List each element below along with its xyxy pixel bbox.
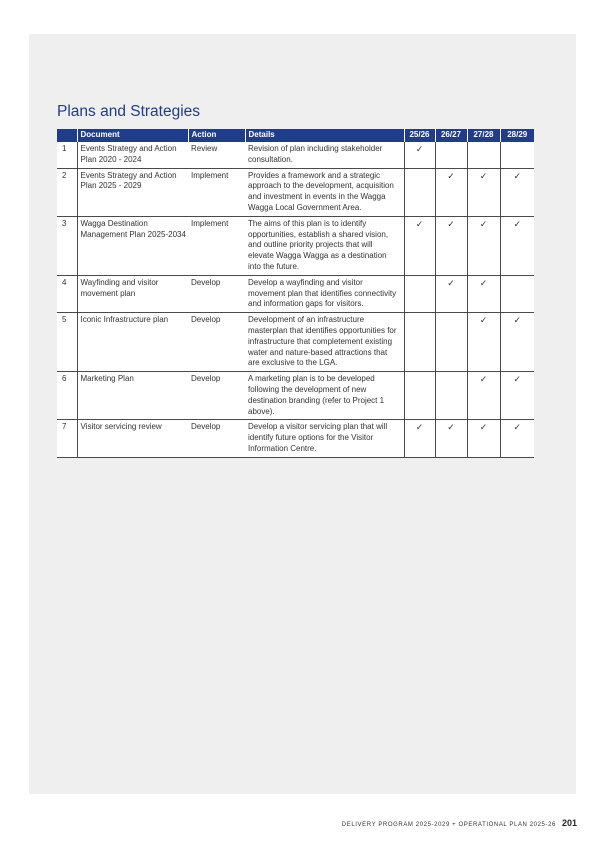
header-document: Document: [77, 129, 188, 142]
page-number: 201: [561, 818, 577, 828]
page-title: Plans and Strategies: [57, 103, 201, 120]
row-number: 7: [57, 420, 77, 457]
row-document: Events Strategy and Action Plan 2025 - 2029: [77, 168, 188, 216]
check-icon: ✓: [435, 168, 467, 216]
row-details: Development of an infrastructure masterplan that identifies opportunities for infrastructure that completement existing water and nature-based attractions that are exclusive to the LGA.: [245, 313, 404, 372]
header-year-2526: 25/26: [404, 129, 435, 142]
check-icon: [404, 313, 435, 372]
row-number: 6: [57, 372, 77, 420]
row-document: Events Strategy and Action Plan 2020 - 2024: [77, 142, 188, 168]
row-action: Review: [188, 142, 245, 168]
header-year-2829: 28/29: [500, 129, 534, 142]
check-icon: ✓: [500, 313, 534, 372]
row-action: Implement: [188, 216, 245, 275]
check-icon: [435, 372, 467, 420]
header-details: Details: [245, 129, 404, 142]
check-icon: ✓: [500, 216, 534, 275]
row-details: Develop a visitor servicing plan that will identify future options for the Visitor Information Centre.: [245, 420, 404, 457]
table-row: [57, 216, 534, 275]
check-icon: [435, 313, 467, 372]
check-icon: [500, 275, 534, 312]
header-action: Action: [188, 129, 245, 142]
check-icon: [404, 275, 435, 312]
check-icon: ✓: [467, 216, 500, 275]
check-icon: ✓: [467, 420, 500, 457]
check-icon: ✓: [404, 420, 435, 457]
row-details: A marketing plan is to be developed following the development of new destination branding (refer to Project 1 above).: [245, 372, 404, 420]
row-details: Revision of plan including stakeholder consultation.: [245, 142, 404, 168]
footer-text: DELIVERY PROGRAM 2025-2029 + OPERATIONAL PLAN 2025-26: [341, 822, 556, 828]
row-document: Iconic Infrastructure plan: [77, 313, 188, 372]
check-icon: ✓: [435, 216, 467, 275]
table-row: [57, 313, 534, 372]
header-num: [57, 129, 77, 142]
check-icon: [500, 142, 534, 168]
check-icon: [435, 142, 467, 168]
row-action: Develop: [188, 420, 245, 457]
row-document: Wayfinding and visitor movement plan: [77, 275, 188, 312]
page-footer: [342, 818, 577, 828]
table-row: [57, 372, 534, 420]
row-number: 4: [57, 275, 77, 312]
check-icon: ✓: [500, 420, 534, 457]
row-document: Marketing Plan: [77, 372, 188, 420]
check-icon: ✓: [500, 372, 534, 420]
check-icon: ✓: [467, 168, 500, 216]
check-icon: ✓: [435, 420, 467, 457]
row-details: Provides a framework and a strategic approach to the development, acquisition and investment in events in the Wagga Wagga Local Government Area.: [245, 168, 404, 216]
header-year-2728: 27/28: [467, 129, 500, 142]
table-row: [57, 275, 534, 312]
check-icon: [467, 142, 500, 168]
row-details: The aims of this plan is to identify opportunities, establish a shared vision, and outline priority projects that will elevate Wagga Wagga as a destination into the future.: [245, 216, 404, 275]
row-document: Visitor servicing review: [77, 420, 188, 457]
check-icon: ✓: [404, 216, 435, 275]
row-action: Develop: [188, 275, 245, 312]
check-icon: [404, 168, 435, 216]
check-icon: ✓: [467, 372, 500, 420]
row-number: 3: [57, 216, 77, 275]
table-header-row: [57, 129, 534, 142]
check-icon: [404, 372, 435, 420]
row-document: Wagga Destination Management Plan 2025-2034: [77, 216, 188, 275]
row-number: 2: [57, 168, 77, 216]
plans-table: [57, 129, 534, 458]
table-row: [57, 420, 534, 457]
table-row: [57, 168, 534, 216]
row-number: 1: [57, 142, 77, 168]
check-icon: ✓: [500, 168, 534, 216]
row-action: Develop: [188, 313, 245, 372]
row-number: 5: [57, 313, 77, 372]
check-icon: ✓: [467, 313, 500, 372]
row-action: Implement: [188, 168, 245, 216]
check-icon: ✓: [404, 142, 435, 168]
check-icon: ✓: [435, 275, 467, 312]
row-action: Develop: [188, 372, 245, 420]
check-icon: ✓: [467, 275, 500, 312]
header-year-2627: 26/27: [435, 129, 467, 142]
table-row: [57, 142, 534, 168]
row-details: Develop a wayfinding and visitor movement plan that identifies connectivity and information gaps for visitors.: [245, 275, 404, 312]
